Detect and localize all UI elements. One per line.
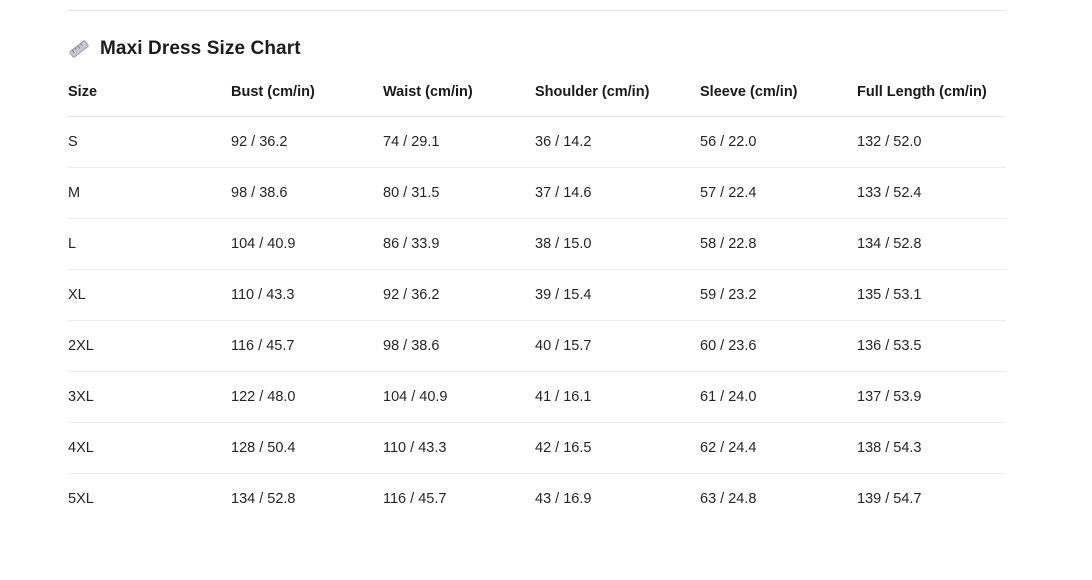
cell-size: 4XL [68,423,231,474]
cell-waist: 80 / 31.5 [383,168,535,219]
table-row [68,372,1006,423]
table-row [68,168,1006,219]
cell-shoulder: 40 / 15.7 [535,321,700,372]
cell-bust: 98 / 38.6 [231,168,383,219]
cell-waist: 104 / 40.9 [383,372,535,423]
cell-sleeve: 63 / 24.8 [700,491,757,507]
cell-waist: 74 / 29.1 [383,117,535,168]
cell-bust: 116 / 45.7 [231,321,383,372]
page-title [68,36,1006,62]
cell-shoulder: 39 / 15.4 [535,270,700,321]
cell-shoulder: 37 / 14.6 [535,168,700,219]
table-body [68,117,1006,525]
cell-size: 2XL [68,321,231,372]
cell-sleeve: 58 / 22.8 [700,219,857,270]
column-header-full-length: Full Length (cm/in) [857,84,1006,117]
table-row [68,117,1006,168]
cell-bust: 128 / 50.4 [231,423,383,474]
cell-sleeve: 56 / 22.0 [700,117,857,168]
cell-sleeve: 60 / 23.6 [700,321,857,372]
cell-sleeve: 59 / 23.2 [700,270,857,321]
cell-shoulder: 36 / 14.2 [535,117,700,168]
cell-bust: 134 / 52.8 [231,491,296,507]
cell-shoulder: 43 / 16.9 [535,491,592,507]
cell-waist: 98 / 38.6 [383,321,535,372]
size-chart-content [68,36,1006,524]
table-row [68,474,1006,525]
top-divider [68,10,1006,11]
cell-waist: 116 / 45.7 [383,491,447,507]
cell-full-length: 138 / 54.3 [857,423,1006,474]
cell-waist: 92 / 36.2 [383,270,535,321]
cell-full-length: 134 / 52.8 [857,219,1006,270]
cell-bust: 122 / 48.0 [231,372,383,423]
cell-full-length: 137 / 53.9 [857,372,1006,423]
table-header [68,84,1006,117]
cell-size: XL [68,270,231,321]
column-header-waist: Waist (cm/in) [383,84,535,117]
table-header-row [68,84,1006,117]
cell-sleeve: 61 / 24.0 [700,372,857,423]
size-chart-table [68,84,1006,524]
cell-size: S [68,117,231,168]
cell-full-length: 132 / 52.0 [857,117,1006,168]
cell-waist: 110 / 43.3 [383,423,535,474]
ruler-icon [68,38,90,60]
cell-size: 3XL [68,372,231,423]
cell-shoulder: 41 / 16.1 [535,372,700,423]
column-header-shoulder: Shoulder (cm/in) [535,84,700,117]
cell-full-length: 133 / 52.4 [857,168,1006,219]
cell-full-length: 136 / 53.5 [857,321,1006,372]
cell-size: L [68,219,231,270]
column-header-sleeve: Sleeve (cm/in) [700,84,857,117]
column-header-size: Size [68,84,231,117]
cell-waist: 86 / 33.9 [383,219,535,270]
cell-bust: 104 / 40.9 [231,219,383,270]
table-row [68,219,1006,270]
cell-sleeve: 62 / 24.4 [700,423,857,474]
column-header-bust: Bust (cm/in) [231,84,383,117]
cell-full-length: 135 / 53.1 [857,270,1006,321]
cell-full-length: 139 / 54.7 [857,491,922,507]
cell-size: 5XL [68,491,94,507]
cell-shoulder: 42 / 16.5 [535,423,700,474]
cell-shoulder: 38 / 15.0 [535,219,700,270]
table-row [68,321,1006,372]
cell-size: M [68,168,231,219]
table-row [68,270,1006,321]
cell-bust: 110 / 43.3 [231,270,383,321]
table-row [68,423,1006,474]
page-title-text: Maxi Dress Size Chart [100,38,301,59]
cell-bust: 92 / 36.2 [231,117,383,168]
cell-sleeve: 57 / 22.4 [700,168,857,219]
